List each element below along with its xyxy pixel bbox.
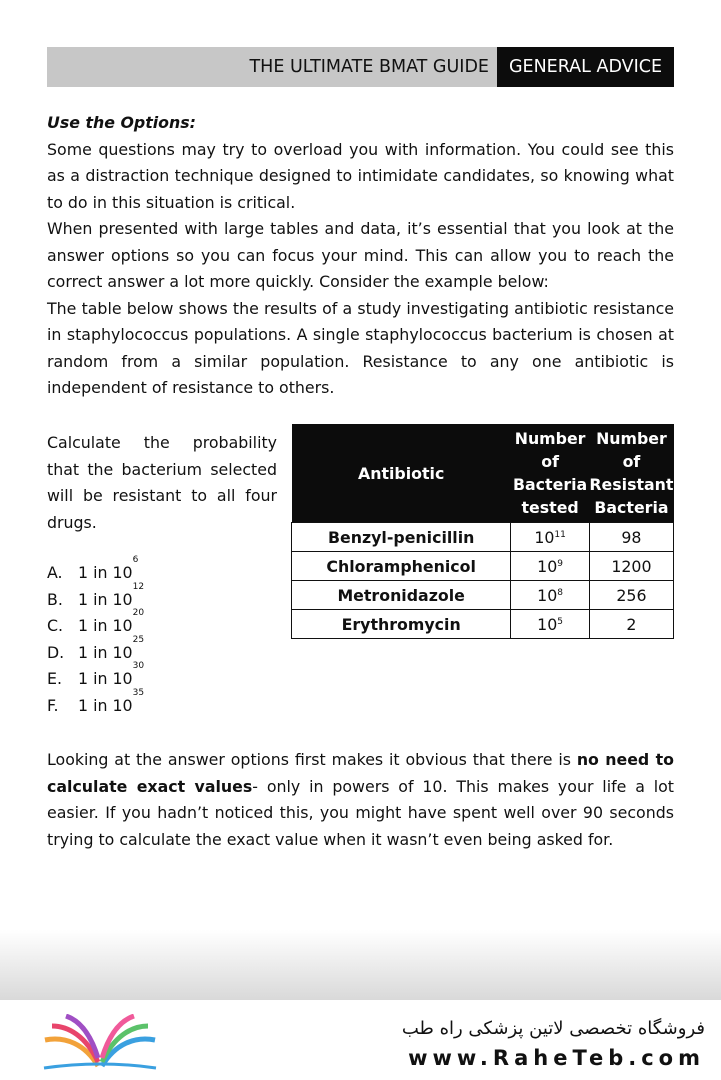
website-link[interactable]: www.RaheTeb.com [408, 1046, 705, 1070]
conclusion-bold: no need to calculate exact values [47, 750, 674, 796]
book-title: THE ULTIMATE BMAT GUIDE [47, 47, 497, 87]
option-letter: E. [47, 669, 63, 688]
option-text: 1 in 10 [78, 695, 133, 715]
option-a [47, 555, 144, 587]
option-e [47, 661, 145, 693]
option-exponent: 20 [132, 608, 145, 618]
header-tested: Number of Bacteria tested [511, 424, 590, 523]
table-header-row [292, 424, 674, 523]
tested-base: 10 [537, 614, 558, 634]
conclusion-paragraph [47, 747, 674, 853]
option-exponent: 30 [132, 661, 145, 671]
question-text: Calculate the probability that the bacterium selected will be resistant to all four drugs. [47, 433, 277, 532]
option-text: 1 in 10 [78, 669, 133, 688]
conclusion-pre: Looking at the answer options first makes it obvious that there is [47, 750, 577, 769]
tested-base: 10 [537, 556, 558, 576]
option-b [47, 581, 145, 614]
option-letter: B. [47, 589, 63, 609]
option-letter: A. [47, 563, 63, 582]
tested-base: 10 [534, 527, 555, 547]
tested-exponent: 9 [557, 558, 564, 569]
table-row [292, 581, 674, 610]
cell-resistant: 98 [589, 523, 673, 552]
cell-resistant: 2 [589, 610, 673, 639]
paragraph-1: Some questions may try to overload you with information. You could see this as a distraction technique designed to intimidate candidates, so knowing what to do in this situation is critical. [47, 139, 674, 212]
page-header [47, 47, 674, 87]
option-text: 1 in 10 [78, 616, 133, 635]
intro-section [47, 110, 674, 402]
table-row [292, 523, 674, 552]
cell-tested [511, 523, 590, 552]
header-resistant: Number of Resistant Bacteria [589, 424, 673, 523]
cell-resistant: 1200 [589, 552, 673, 581]
tested-base: 10 [537, 585, 558, 605]
option-exponent: 25 [132, 634, 145, 645]
cell-tested [511, 552, 590, 581]
tested-exponent: 11 [554, 529, 566, 540]
option-c [47, 608, 145, 640]
cell-antibiotic: Benzyl-penicillin [292, 523, 511, 552]
table-row [292, 610, 674, 639]
table-row [292, 552, 674, 581]
cell-tested [511, 581, 590, 610]
open-book-logo-icon [40, 1014, 160, 1072]
option-exponent: 6 [132, 555, 139, 565]
option-d [47, 634, 145, 667]
tested-exponent: 8 [557, 587, 564, 598]
option-text: 1 in 10 [78, 563, 133, 582]
cell-tested [511, 610, 590, 639]
paragraph-2: When presented with large tables and data, it’s essential that you look at the answer options so you can focus your mind. This can allow you to reach the correct answer a lot more quickly. Consider the example below: [47, 219, 674, 291]
cell-resistant: 256 [589, 581, 673, 610]
option-text: 1 in 10 [78, 642, 133, 662]
antibiotic-table [291, 424, 674, 639]
header-antibiotic: Antibiotic [292, 424, 511, 523]
option-text: 1 in 10 [78, 589, 133, 609]
cell-antibiotic: Metronidazole [292, 581, 511, 610]
option-exponent: 12 [132, 581, 145, 592]
answer-options [47, 555, 145, 719]
page-footer [0, 1000, 721, 1080]
chapter-title: GENERAL ADVICE [497, 47, 674, 87]
option-exponent: 35 [132, 687, 145, 698]
option-letter: F. [47, 695, 59, 715]
cell-antibiotic: Erythromycin [292, 610, 511, 639]
option-f [47, 687, 145, 720]
section-heading: Use the Options: [47, 113, 196, 132]
option-letter: D. [47, 642, 65, 662]
tested-exponent: 5 [557, 616, 564, 627]
cell-antibiotic: Chloramphenicol [292, 552, 511, 581]
store-name: فروشگاه تخصصی لاتین پزشکی راه طب [401, 1018, 705, 1039]
paragraph-3: The table below shows the results of a study investigating antibiotic resistance in staphylococcus populations. A single staphylococcus bacterium is chosen at random from a similar population. Resistance to any one antibiotic is independent of resistance to others. [47, 298, 674, 397]
footer-shadow [0, 930, 721, 1000]
option-letter: C. [47, 616, 64, 635]
conclusion-post: - only in powers of 10. This makes your life a lot easier. If you hadn’t noticed this, you might have spent well over 90 seconds trying to calculate the exact value when it wasn’t even being asked for. [47, 776, 674, 849]
